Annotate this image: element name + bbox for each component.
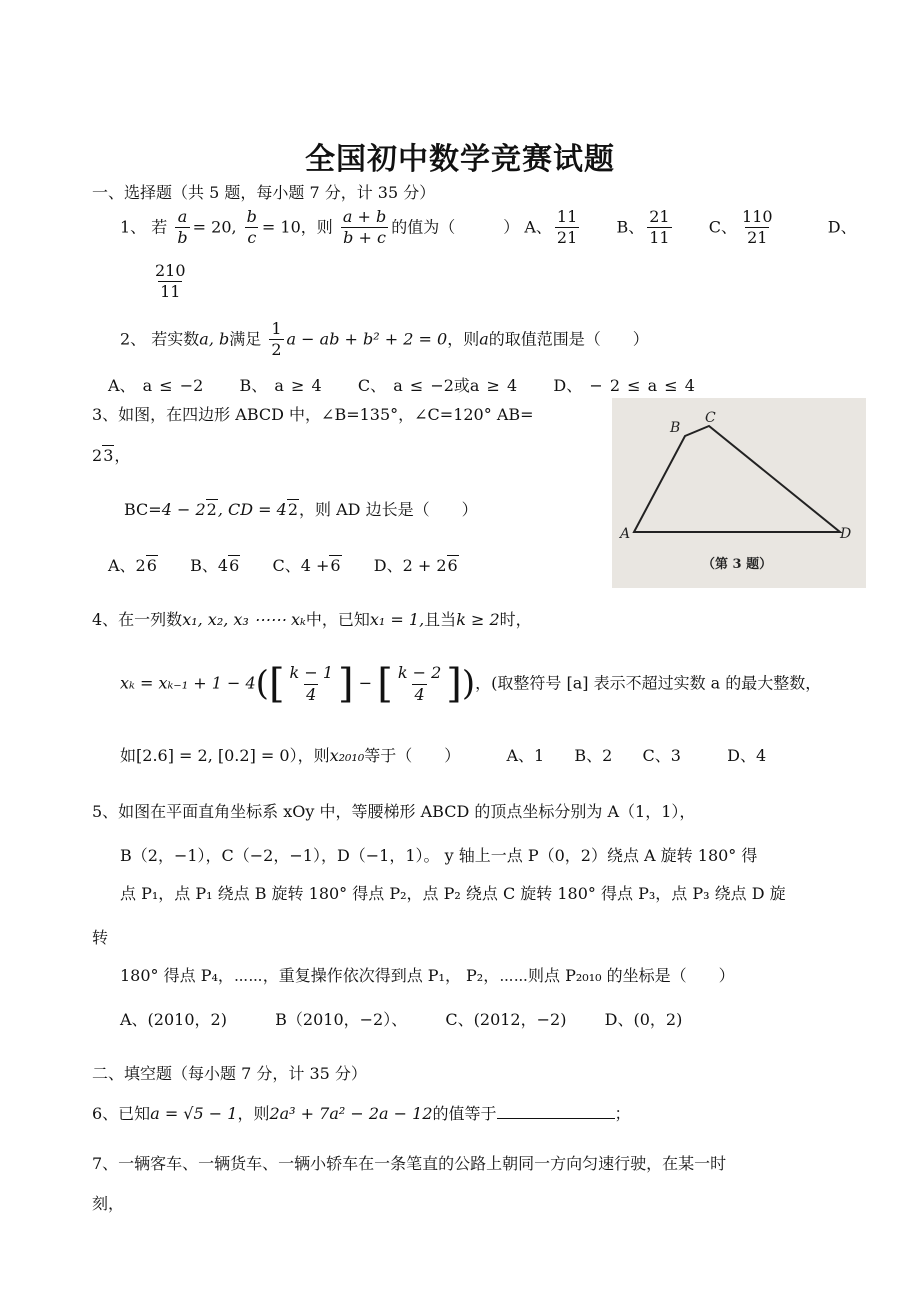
q2-text1: 若实数 (151, 329, 200, 349)
q1-number: 1、 (120, 217, 147, 237)
q6-answer-blank[interactable] (497, 1104, 615, 1119)
q4-option-d: D、4 (727, 746, 767, 765)
q1-option-d: $\frac{210}{11}$ (155, 261, 186, 302)
quadrilateral-diagram (612, 398, 866, 588)
q4-formula: xₖ = xₖ₋₁ + 1 − 4([ $\frac{k - 1}{4}$ ] − [ $\frac{k - 2}{4}$ ])，(取整符号 [a] 表示不超过实数 a 的最大整数， (120, 661, 822, 707)
q3-line3: BC=4 − 22, CD = 42，则 AD 边长是（ ） (124, 500, 478, 519)
q5-option-d: D、(0，2) (604, 1010, 683, 1029)
q4-option-a: A、1 (506, 746, 545, 765)
q1-option-b-label: B、 (616, 217, 645, 237)
q2-option-b: B、 a ≥ 4 (239, 376, 322, 395)
q2-option-c: C、 a ≤ −2或a ≥ 4 (357, 376, 518, 395)
q1-option-d-line (150, 262, 191, 302)
q4-option-b: B、2 (574, 746, 613, 765)
q1-eq2: = 10 (261, 217, 301, 237)
vertex-a-label: A (620, 526, 631, 542)
q1-ruo: 若 (151, 217, 168, 237)
q1-ze: ，则 (300, 217, 333, 237)
vertex-b-label: B (670, 420, 681, 436)
q3-option-d: D、2 + 26 (373, 556, 458, 575)
q2-option-a: A、 a ≤ −2 (108, 376, 204, 395)
q5-option-c: C、(2012，−2) (445, 1010, 567, 1029)
question-1 (120, 208, 857, 248)
q2-expr: a − ab + b² + 2 = 0 (286, 329, 448, 349)
q1-option-c: $\frac{110}{21}$ (742, 207, 773, 248)
q5-line1: 5、如图在平面直角坐标系 xOy 中，等腰梯形 ABCD 的顶点坐标分别为 A（1，1）， (92, 802, 696, 821)
q5-line3: 点 P₁，点 P₁ 绕点 B 旋转 180° 得点 P₂，点 P₂ 绕点 C 旋转 180° 得点 P₃，点 P₃ 绕点 D 旋 (120, 884, 786, 903)
q1-option-d-label: D、 (827, 217, 857, 237)
q3-options (108, 556, 459, 575)
q1-option-c-label: C、 (708, 217, 738, 237)
q1-option-b: $\frac{21}{11}$ (649, 207, 670, 248)
q3-option-c: C、4 +6 (272, 556, 341, 575)
q3-line1: 3、如图，在四边形 ABCD 中，∠B=135°，∠C=120° AB= (92, 405, 534, 424)
q2-var-a: a (479, 329, 489, 349)
q2-option-d: D、 − 2 ≤ a ≤ 4 (553, 376, 695, 395)
q2-options (108, 376, 695, 395)
q3-line2: 23， (92, 446, 131, 465)
vertex-c-label: C (705, 410, 716, 426)
q2-number: 2、 (120, 329, 147, 349)
q1-eq1: = 20, (192, 217, 237, 237)
q5-line4: 转 (92, 928, 109, 947)
q4-frac1: $\frac{k - 1}{4}$ (289, 663, 333, 704)
q2-text4: 的取值范围是（ ） (488, 329, 649, 349)
vertex-d-label: D (840, 526, 852, 542)
q4-line1: 4、在一列数x₁, x₂, x₃ ⋯⋯ xₖ中，已知x₁ = 1,且当k ≥ 2时， (92, 610, 532, 629)
q4-frac2: $\frac{k - 2}{4}$ (397, 663, 442, 704)
q7-line1: 7、一辆客车、一辆货车、一辆小轿车在一条笔直的公路上朝同一方向匀速行驶，在某一时 (92, 1154, 727, 1173)
q4-option-c: C、3 (642, 746, 681, 765)
q2-vars: a, b (199, 329, 230, 349)
q3-option-a: A、26 (108, 556, 157, 575)
q1-frac-target: $\frac{a + b}{b + c}$ (342, 207, 387, 248)
q4-line3: 如[2.6] = 2, [0.2] = 0），则x₂₀₁₀等于（ ） A、1 B、2 C、3 D、4 (120, 746, 767, 765)
q2-text2: 满足 (229, 329, 262, 349)
section1-heading: 一、选择题（共 5 题，每小题 7 分，计 35 分） (92, 183, 436, 202)
q1-stem-end: 的值为（ ） (391, 217, 520, 237)
q2-text3: ，则 (447, 329, 480, 349)
q5-options (120, 1010, 682, 1029)
q1-option-a: $\frac{11}{21}$ (556, 207, 578, 248)
q7-line2: 刻， (92, 1194, 125, 1213)
figure-caption: （第 3 题） (702, 557, 773, 572)
question-6: 6、已知a = √5 − 1，则2a³ + 7a² − 2a − 12的值等于 ； (92, 1104, 631, 1123)
q5-line2: B（2，−1），C（−2，−1），D（−1，1）。 y 轴上一点 P（0，2）绕点 A 旋转 180° 得 (120, 846, 758, 865)
q5-option-b: B（2010，−2）、 (275, 1010, 408, 1029)
question-2 (120, 320, 649, 360)
q3-figure (612, 398, 866, 588)
q3-option-b: B、46 (190, 556, 240, 575)
page-title: 全国初中数学竞赛试题 (305, 142, 615, 177)
q5-option-a: A、(2010，2) (120, 1010, 227, 1029)
q5-line5: 180° 得点 P₄，⋯⋯，重复操作依次得到点 P₁， P₂，⋯⋯则点 P₂₀₁₀ 的坐标是（ ） (120, 966, 735, 985)
q1-frac-a-b: $\frac{a}{b}$ (177, 207, 188, 248)
q1-option-a-label: A、 (524, 217, 552, 237)
section2-heading: 二、填空题（每小题 7 分，计 35 分） (92, 1064, 367, 1083)
q2-half: $\frac{1}{2}$ (271, 319, 282, 360)
q1-frac-b-c: $\frac{b}{c}$ (246, 207, 257, 248)
